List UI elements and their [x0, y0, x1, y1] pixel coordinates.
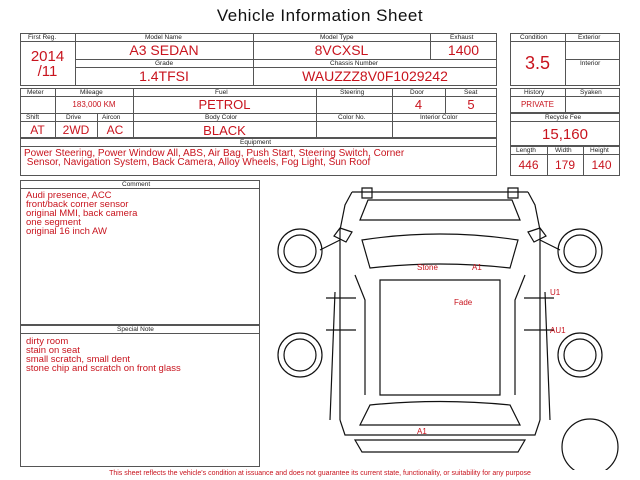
- chassis-number-value: WAUZZZ8V0F1029242: [302, 68, 448, 84]
- door-value: 4: [414, 97, 423, 112]
- comment-label: Comment: [122, 181, 151, 188]
- mark-stone: Stone: [417, 263, 438, 272]
- equipment-list: Power Steering, Power Window All, ABS, Air Bag, Push Start, Steering Switch, Corner Sensor, Navigation System, Back Camera, Alloy Wheels, Fog Light, Sun Roof: [24, 148, 405, 168]
- body-color-value: BLACK: [203, 123, 246, 138]
- chassis-number-label: Chassis Number: [330, 60, 379, 67]
- interior-color-label: Interior Color: [420, 114, 458, 121]
- height-label: Height: [590, 147, 609, 154]
- recycle-fee-value: 15,160: [542, 126, 588, 143]
- left-front-wheel-icon: [278, 229, 322, 273]
- special-note-label: Special Note: [117, 326, 154, 333]
- mark-a1-bottom: A1: [417, 427, 427, 436]
- grade-value: 1.4TFSI: [139, 68, 189, 84]
- aircon-value: AC: [106, 123, 124, 137]
- seat-label: Seat: [464, 89, 478, 96]
- mark-u1: U1: [550, 288, 561, 297]
- first-reg-value: 2014 /11: [30, 48, 65, 80]
- steering-label: Steering: [340, 89, 365, 96]
- disclaimer-footer: This sheet reflects the vehicle's condition at issuance and does not guarantee its current state, functionality, or suitability for any purpose: [109, 470, 531, 477]
- shift-label: Shift: [26, 114, 40, 121]
- model-name-value: A3 SEDAN: [129, 42, 199, 58]
- height-value: 140: [591, 158, 612, 172]
- body-color-label: Body Color: [205, 114, 238, 121]
- exterior-label: Exterior: [578, 34, 601, 41]
- drive-value: 2WD: [62, 123, 90, 137]
- sheet-title: Vehicle Information Sheet: [216, 6, 424, 25]
- equipment-label: Equipment: [240, 139, 272, 146]
- car-damage-diagram: [262, 178, 640, 470]
- recycle-fee-label: Recycle Fee: [545, 114, 582, 121]
- drive-label: Drive: [66, 114, 82, 121]
- grade-label: Grade: [155, 60, 174, 67]
- length-label: Length: [516, 147, 536, 154]
- mileage-value: 183,000 KM: [72, 100, 116, 109]
- aircon-label: Aircon: [102, 114, 121, 121]
- door-label: Door: [410, 89, 425, 96]
- model-type-value: 8VCXSL: [314, 42, 369, 58]
- left-rear-wheel-icon: [278, 333, 322, 377]
- mark-a1-top: A1: [472, 263, 482, 272]
- first-reg-label: First Reg.: [28, 34, 57, 41]
- special-note-text: dirty room stain on seat small scratch, small dent stone chip and scratch on front glass: [26, 336, 181, 374]
- history-label: History: [524, 89, 545, 96]
- comment-text: Audi presence, ACC front/back corner sensor original MMI, back camera one segment original 16 inch AW: [26, 190, 138, 237]
- mileage-label: Mileage: [80, 89, 103, 96]
- syaken-label: Syaken: [580, 89, 602, 96]
- seat-value: 5: [467, 97, 475, 112]
- model-name-label: Model Name: [145, 34, 182, 41]
- condition-label: Condition: [520, 34, 548, 41]
- length-value: 446: [518, 158, 539, 172]
- mark-au1: AU1: [550, 326, 566, 335]
- history-value: PRIVATE: [520, 100, 555, 109]
- fuel-label: Fuel: [215, 89, 228, 96]
- spare-wheel-icon: [562, 419, 618, 470]
- exhaust-value: 1400: [447, 42, 480, 58]
- interior-label: Interior: [580, 60, 601, 67]
- exhaust-label: Exhaust: [450, 34, 474, 41]
- mark-fade: Fade: [454, 298, 473, 307]
- color-no-label: Color No.: [338, 114, 366, 121]
- meter-label: Meter: [27, 89, 44, 96]
- condition-grade: 3.5: [524, 53, 551, 73]
- model-type-label: Model Type: [320, 34, 354, 41]
- width-value: 179: [554, 158, 576, 172]
- shift-value: AT: [30, 123, 45, 137]
- fuel-value: PETROL: [198, 97, 251, 112]
- width-label: Width: [555, 147, 572, 154]
